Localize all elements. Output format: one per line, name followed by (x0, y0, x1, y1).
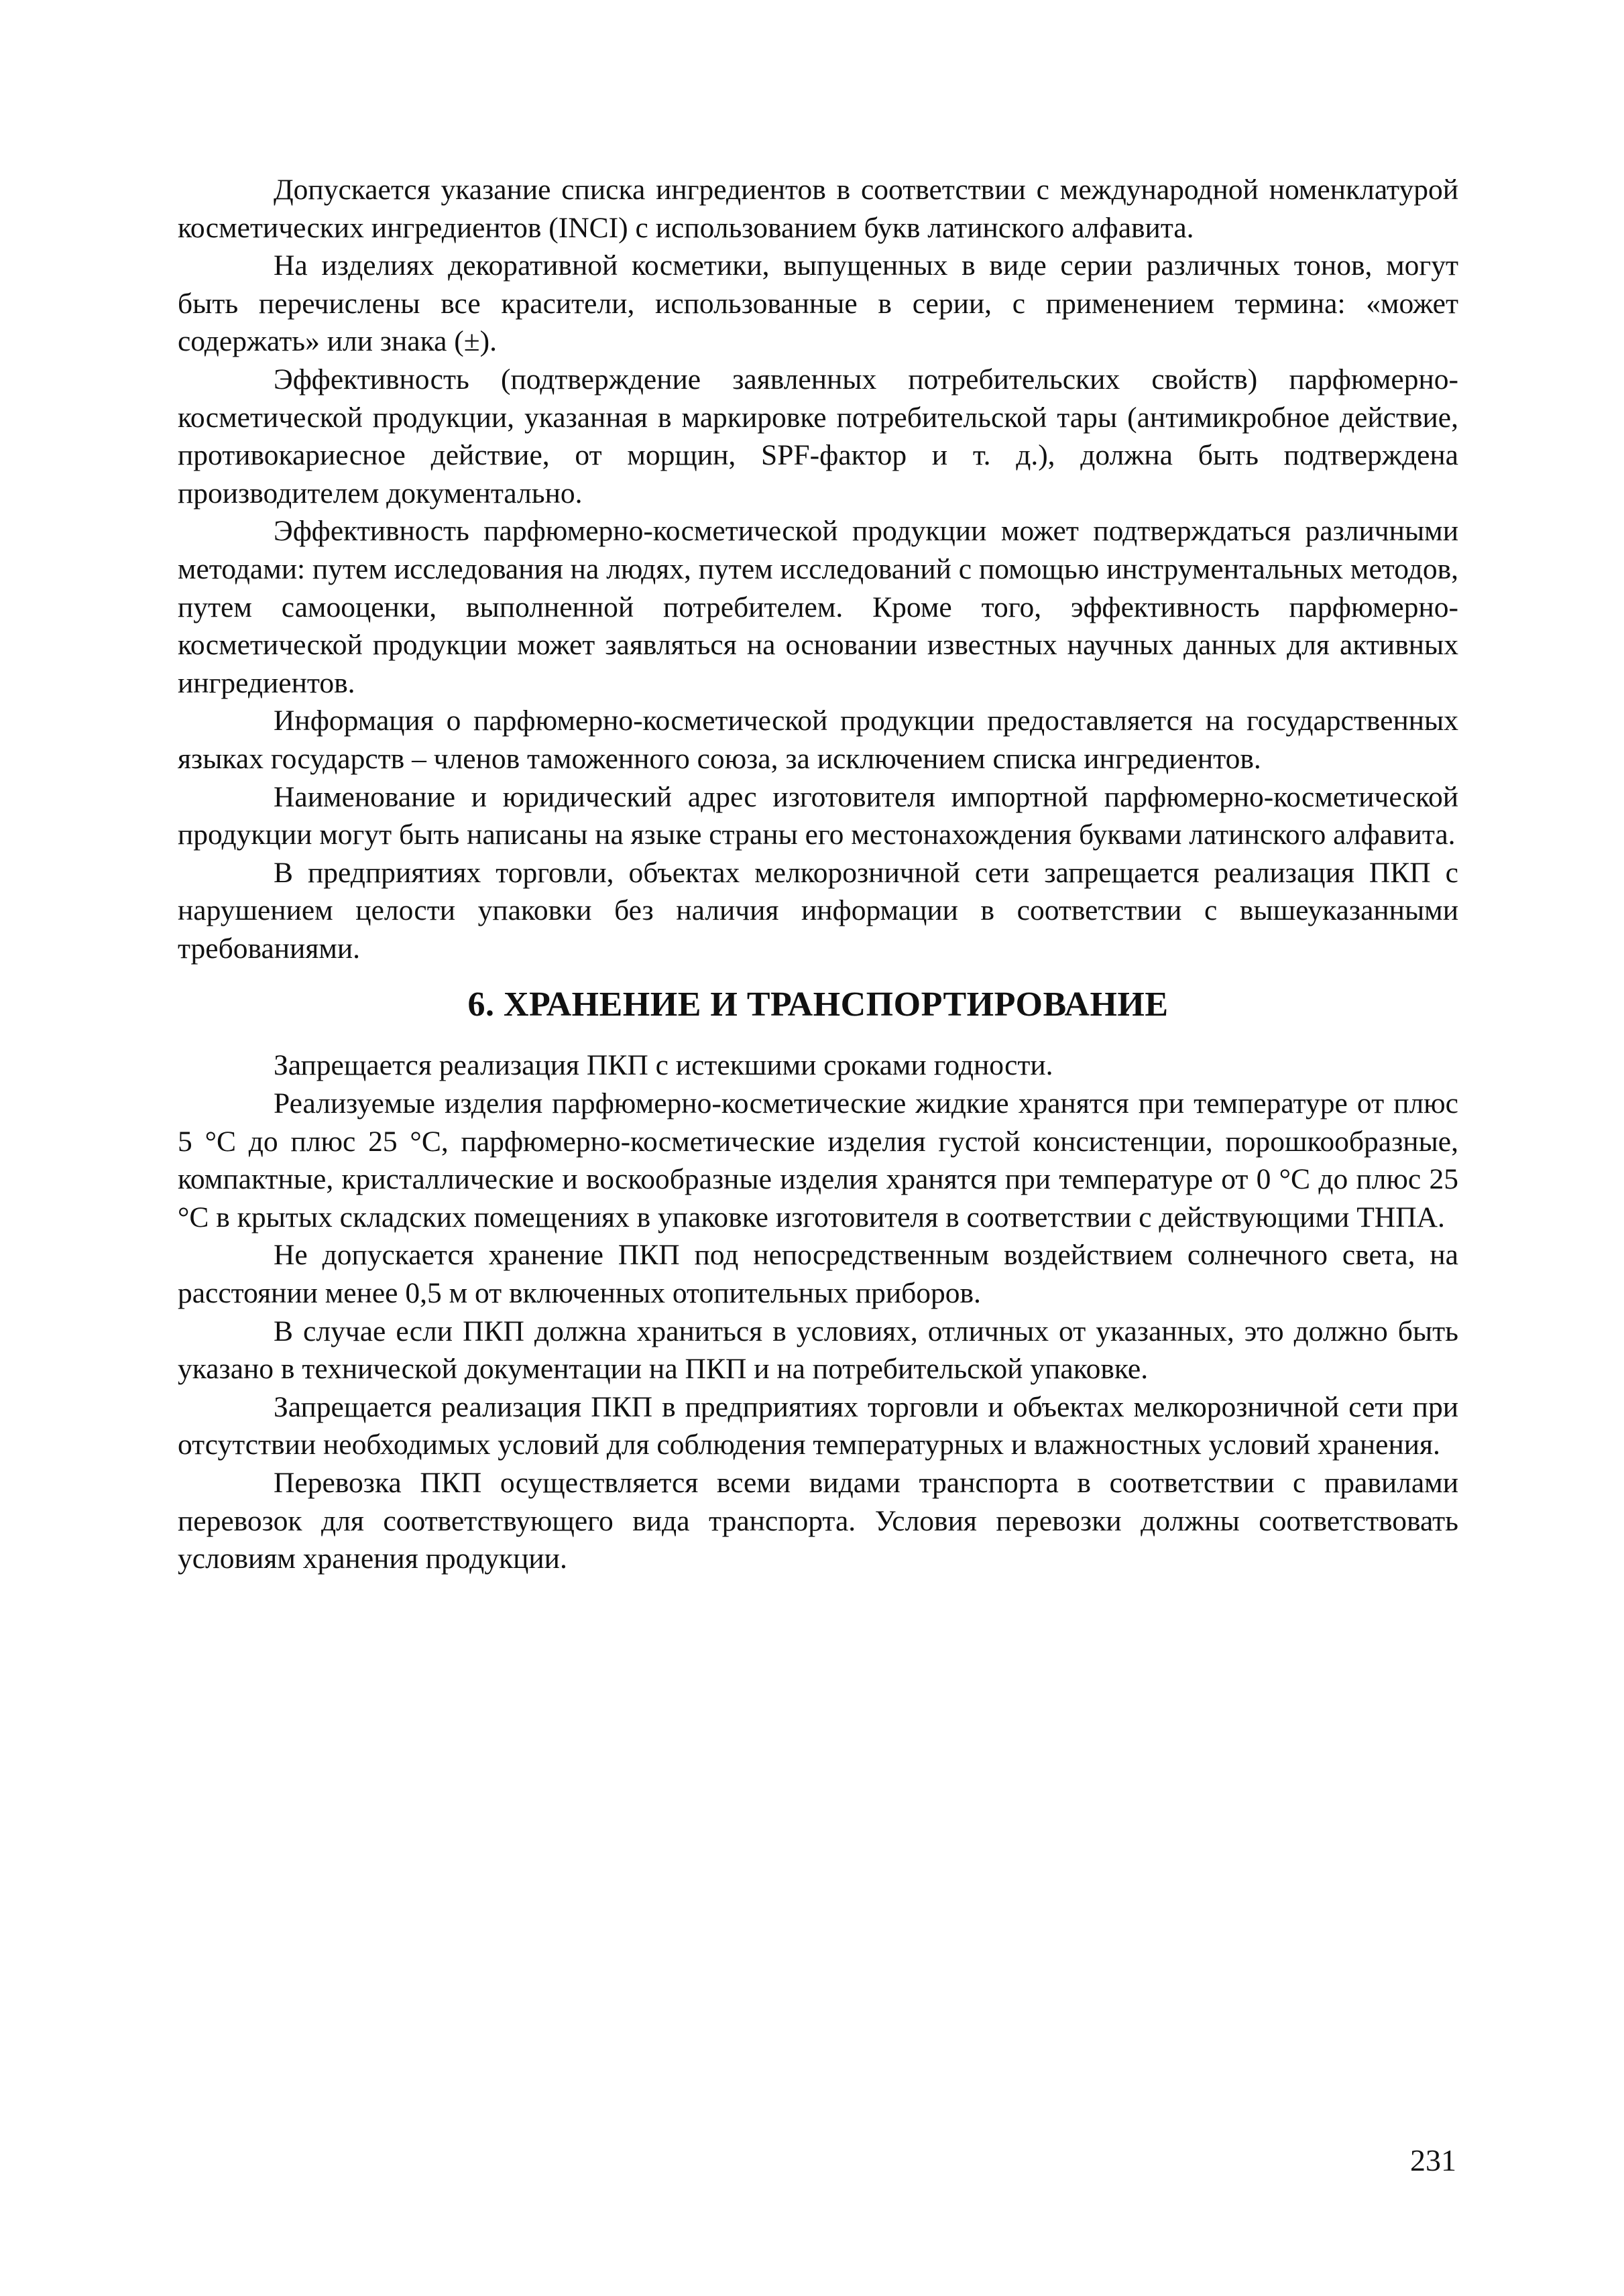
paragraph-manufacturer-address: Наименование и юридический адрес изготовителя импортной парфюмерно-косметической продукции могут быть написаны на языке страны его местонахождения буквами латинского алфавита. (178, 780, 1458, 851)
paragraph-efficacy-methods: Эффективность парфюмерно-косметической продукции может подтверждаться различными методами: путем исследования на людях, путем исследований с помощью инструментальных методов, путем самооценки, выполненной потребителем. Кроме того, эффективность парфюмерно-косметической продукции может заявляться на основании известных научных данных для активных ингредиентов. (178, 515, 1458, 699)
paragraph-other-conditions: В случае если ПКП должна храниться в условиях, отличных от указанных, это должно быть указано в технической документации на ПКП и на потребительской упаковке. (178, 1315, 1458, 1386)
paragraph-humidity-conditions: Запрещается реализация ПКП в предприятиях торговли и объектах мелкорозничной сети при отсутствии необходимых условий для соблюдения температурных и влажностных условий хранения. (178, 1390, 1458, 1461)
paragraph-retail-restriction: В предприятиях торговли, объектах мелкорозничной сети запрещается реализация ПКП с нарушением целости упаковки без наличия информации в соответствии с вышеуказанными требованиями. (178, 856, 1458, 965)
page-number: 231 (1410, 2143, 1456, 2177)
paragraph-storage-temperature: Реализуемые изделия парфюмерно-косметические жидкие хранятся при температуре от плюс 5 °С до плюс 25 °С, парфюмерно-косметические изделия густой консистенции, порошкообразные, компактные, кристаллические и воскообразные изделия хранятся при температуре от 0 °С до плюс 25 °С в крытых складских помещениях в упаковке изготовителя в соответствии с действующими ТНПА. (178, 1087, 1458, 1233)
paragraph-efficacy-confirmation: Эффективность (подтверждение заявленных потребительских свойств) парфюмерно-косметической продукции, указанная в маркировке потребительской тары (антимикробное действие, противокариесное действие, от морщин, SPF-фактор и т. д.), должна быть подтверждена производителем документально. (178, 363, 1458, 509)
paragraph-sunlight: Не допускается хранение ПКП под непосредственным воздействием солнечного света, на расстоянии менее 0,5 м от включенных отопительных приборов. (178, 1239, 1458, 1310)
section-title: 6. ХРАНЕНИЕ И ТРАНСПОРТИРОВАНИЕ (467, 985, 1169, 1024)
paragraph-inci: Допускается указание списка ингредиентов в соответствии с международной номенклатурой косметических ингредиентов (INCI) с использованием букв латинского алфавита. (178, 174, 1458, 244)
paragraph-state-languages: Информация о парфюмерно-косметической продукции предоставляется на государственных языках государств – членов таможенного союза, за исключением списка ингредиентов. (178, 705, 1458, 775)
paragraph-decorative-cosmetics: На изделиях декоративной косметики, выпущенных в виде серии различных тонов, могут быть перечислены все красители, использованные в серии, с применением термина: «может содержать» или знака (±). (178, 249, 1458, 358)
paragraph-expired-goods: Запрещается реализация ПКП с истекшими сроками годности. (274, 1049, 1053, 1082)
paragraph-transportation: Перевозка ПКП осуществляется всеми видами транспорта в соответствии с правилами перевозок для соответствующего вида транспорта. Условия перевозки должны соответствовать условиям хранения продукции. (178, 1467, 1458, 1575)
document-page (178, 171, 1458, 1578)
